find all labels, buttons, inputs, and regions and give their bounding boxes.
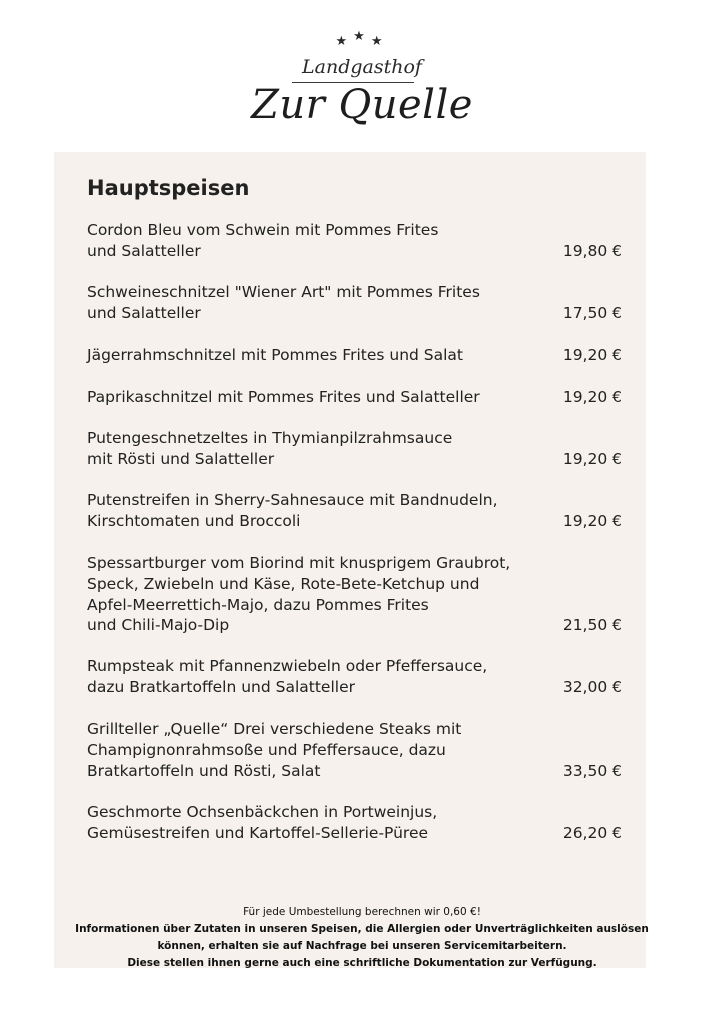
menu-card: [54, 152, 646, 968]
menu-item: [87, 553, 622, 636]
menu-item-price: 19,20 €: [562, 346, 622, 364]
menu-item: [87, 802, 622, 844]
menu-item-name: Grillteller „Quelle“ Drei verschiedene Steaks mit Champignonrahmsoße und Pfeffersauce, dazu Bratkartoffeln und Rösti, Salat: [87, 720, 462, 780]
star-icon: ★: [335, 34, 354, 49]
star-icon: ★: [353, 29, 371, 44]
menu-item-name: Geschmorte Ochsenbäckchen in Portweinjus, Gemüsestreifen und Kartoffel-Sellerie-Püree: [87, 803, 438, 842]
star-icon: ★: [370, 34, 389, 49]
allergen-info-line: können, erhalten sie auf Nachfrage bei unseren Servicemitarbeitern.: [157, 940, 567, 952]
logo-subtitle: Landgasthof: [302, 56, 422, 78]
menu-item-name: Spessartburger vom Biorind mit knusprigem Graubrot, Speck, Zwiebeln und Käse, Rote-Bete-Ketchup und Apfel-Meerrettich-Majo, dazu Pommes Frites und Chili-Majo-Dip: [87, 554, 511, 635]
logo-stars: [0, 29, 724, 49]
menu-item: [87, 345, 622, 366]
allergen-notice: [54, 904, 670, 972]
menu-item-price: 19,20 €: [562, 449, 622, 468]
menu-item-name: Putenstreifen in Sherry-Sahnesauce mit Bandnudeln, Kirschtomaten und Broccoli: [87, 491, 498, 530]
logo: [0, 30, 724, 140]
menu-item: [87, 490, 622, 532]
menu-item-name: Schweineschnitzel "Wiener Art" mit Pommes Frites und Salatteller: [87, 283, 480, 322]
menu-item: [87, 282, 622, 324]
section-title: Hauptspeisen: [87, 176, 250, 200]
menu-item-price: 32,00 €: [562, 677, 622, 696]
allergen-info-line: Diese stellen ihnen gerne auch eine schriftliche Dokumentation zur Verfügung.: [127, 957, 597, 969]
menu-item-price: 19,20 €: [562, 388, 622, 406]
allergen-info-line: Informationen über Zutaten in unseren Speisen, die Allergien oder Unverträglichkeiten auslösen: [75, 923, 649, 935]
menu-item-name: Paprikaschnitzel mit Pommes Frites und Salatteller: [87, 388, 480, 406]
menu-item: [87, 428, 622, 470]
menu-item-price: 19,20 €: [562, 511, 622, 530]
menu-item-price: 33,50 €: [562, 761, 622, 780]
menu-item-price: 17,50 €: [562, 303, 622, 322]
menu-item: [87, 220, 622, 262]
menu-item-price: 26,20 €: [562, 823, 622, 842]
menu-item: [87, 719, 622, 781]
surcharge-note: Für jede Umbestellung berechnen wir 0,60 €!: [243, 906, 481, 918]
menu-item-name: Jägerrahmschnitzel mit Pommes Frites und Salat: [87, 346, 464, 364]
menu-item-price: 21,50 €: [562, 616, 622, 635]
menu-item-name: Cordon Bleu vom Schwein mit Pommes Frites und Salatteller: [87, 221, 439, 260]
menu-item-price: 19,80 €: [562, 241, 622, 260]
logo-title: Zur Quelle: [251, 82, 473, 128]
menu-item-name: Putengeschnetzeltes in Thymianpilzrahmsauce mit Rösti und Salatteller: [87, 429, 453, 468]
menu-item: [87, 656, 622, 698]
menu-item: [87, 387, 622, 408]
menu-item-name: Rumpsteak mit Pfannenzwiebeln oder Pfeffersauce, dazu Bratkartoffeln und Salatteller: [87, 657, 488, 696]
